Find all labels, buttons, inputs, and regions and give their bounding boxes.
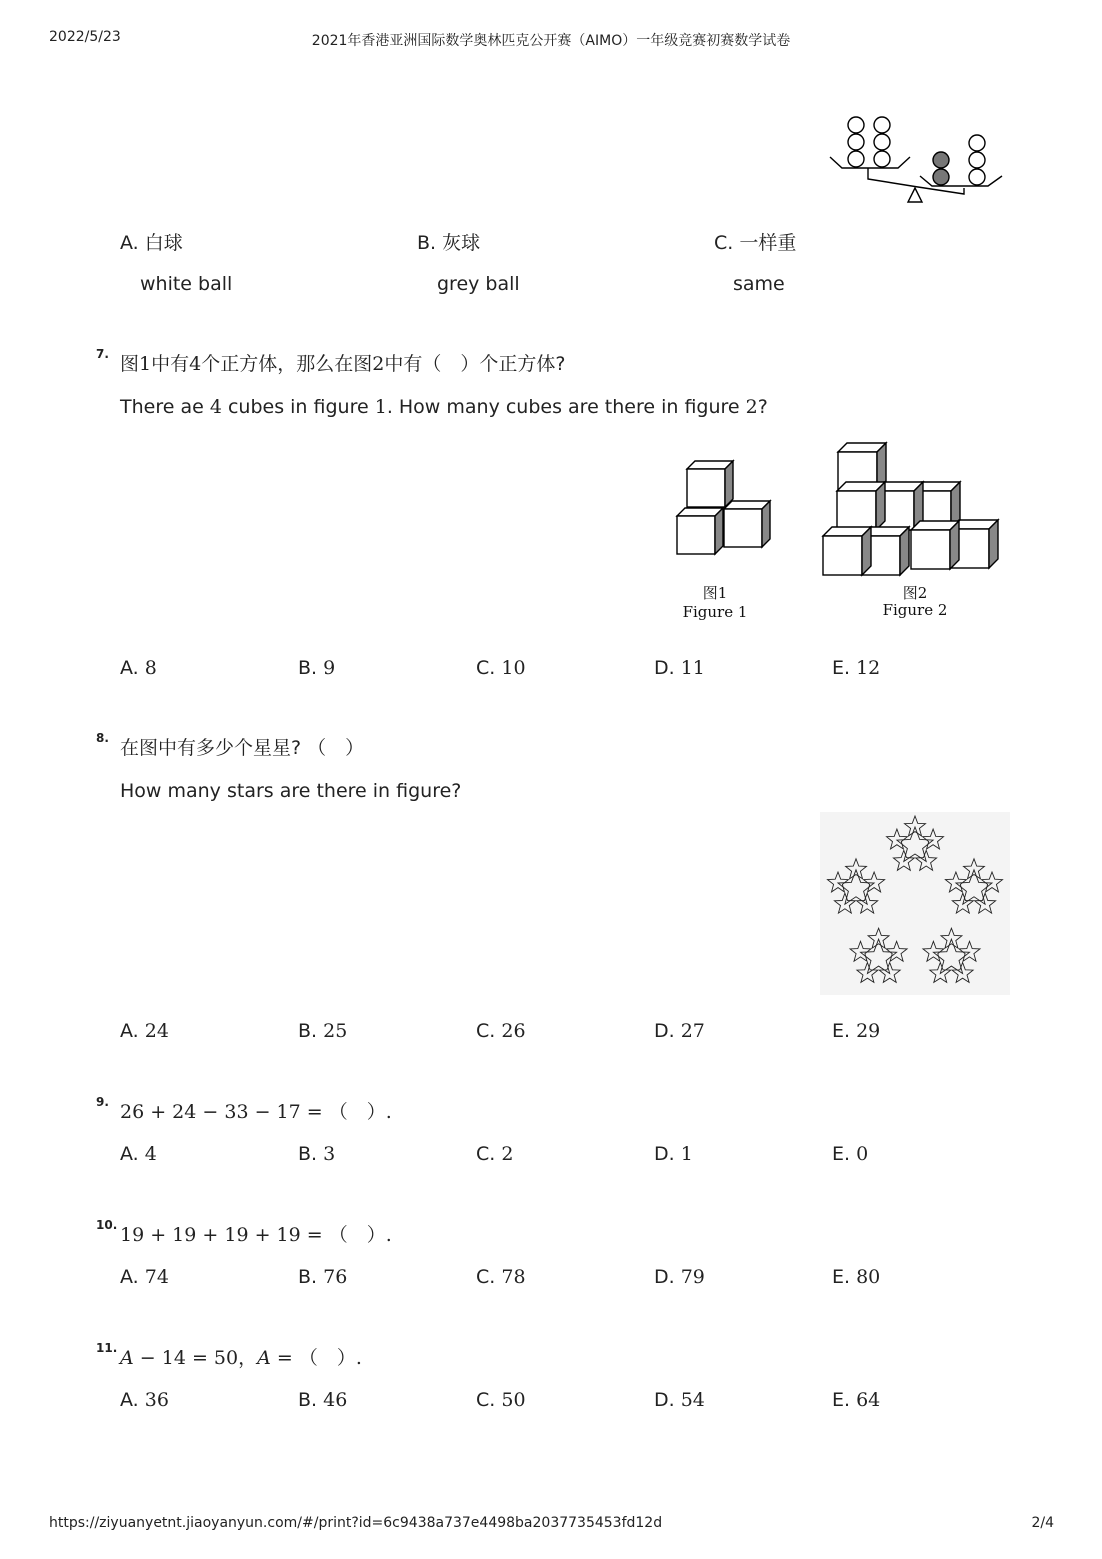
- figure-2-caption-zh: 图2: [902, 584, 928, 602]
- q11-option-b[interactable]: B. 46: [298, 1389, 348, 1411]
- q6-option-c-en: same: [733, 273, 785, 295]
- figure-1-caption-en: Figure 1: [682, 603, 748, 621]
- q9-option-b[interactable]: B. 3: [298, 1143, 336, 1165]
- balance-scale-figure: [820, 110, 1010, 210]
- q6-option-b-en: grey ball: [437, 273, 520, 295]
- q8-number: 8.: [96, 731, 109, 745]
- q9-option-d[interactable]: D. 1: [654, 1143, 693, 1165]
- q11-option-e[interactable]: E. 64: [832, 1389, 881, 1411]
- q7-option-e[interactable]: E. 12: [832, 657, 881, 679]
- q7-number: 7.: [96, 347, 109, 361]
- q8-option-e[interactable]: E. 29: [832, 1020, 881, 1042]
- q10-option-d[interactable]: D. 79: [654, 1266, 705, 1288]
- figure-1-caption-zh: 图1: [702, 584, 728, 602]
- q6-option-a-en: white ball: [140, 273, 233, 295]
- q8-option-b[interactable]: B. 25: [298, 1020, 348, 1042]
- q9-option-c[interactable]: C. 2: [476, 1143, 514, 1165]
- figure-2-caption-en: Figure 2: [882, 601, 948, 619]
- q11-option-c[interactable]: C. 50: [476, 1389, 526, 1411]
- q9-expression: 26 + 24 − 33 − 17 = （ ）.: [120, 1101, 392, 1123]
- q8-question-zh: 在图中有多少个星星? （ ）: [120, 737, 365, 759]
- page-title: 2021年香港亚洲国际数学奥林匹克公开赛（AIMO）一年级竞赛初赛数学试卷: [311, 33, 791, 49]
- q8-option-d[interactable]: D. 27: [654, 1020, 705, 1042]
- q10-option-c[interactable]: C. 78: [476, 1266, 526, 1288]
- q9-option-e[interactable]: E. 0: [832, 1143, 869, 1165]
- q7-option-d[interactable]: D. 11: [654, 657, 705, 679]
- q7-question-en: There ae 4 cubes in figure 1. How many cubes are there in figure 2?: [120, 396, 768, 418]
- q7-option-b[interactable]: B. 9: [298, 657, 336, 679]
- q7-option-a[interactable]: A. 8: [120, 657, 157, 679]
- q11-number: 11.: [96, 1341, 118, 1355]
- q10-option-e[interactable]: E. 80: [832, 1266, 881, 1288]
- footer-url[interactable]: https://ziyuanyetnt.jiaoyanyun.com/#/print?id=6c9438a737e4498ba2037735453fd12d: [49, 1515, 663, 1531]
- stars-figure: [820, 812, 1010, 995]
- q11-expression: A − 14 = 50，A = （ ）.: [120, 1347, 362, 1369]
- q8-question-en: How many stars are there in figure?: [120, 780, 462, 802]
- q10-number: 10.: [96, 1218, 118, 1232]
- print-date: 2022/5/23: [49, 29, 121, 45]
- q9-number: 9.: [96, 1095, 109, 1109]
- q6-option-b[interactable]: B. 灰球: [417, 232, 481, 254]
- q7-question-zh: 图1中有4个正方体，那么在图2中有（ ）个正方体?: [120, 353, 566, 375]
- q8-option-c[interactable]: C. 26: [476, 1020, 526, 1042]
- q11-option-a[interactable]: A. 36: [120, 1389, 169, 1411]
- cubes-figure-2: [820, 438, 1010, 583]
- cubes-figure-1: [670, 455, 780, 560]
- q6-option-c[interactable]: C. 一样重: [714, 232, 797, 254]
- q8-option-a[interactable]: A. 24: [120, 1020, 169, 1042]
- q10-option-a[interactable]: A. 74: [120, 1266, 169, 1288]
- q6-option-a[interactable]: A. 白球: [120, 232, 183, 254]
- page-number: 2/4: [1031, 1515, 1054, 1531]
- q11-option-d[interactable]: D. 54: [654, 1389, 705, 1411]
- q10-expression: 19 + 19 + 19 + 19 = （ ）.: [120, 1224, 392, 1246]
- q10-option-b[interactable]: B. 76: [298, 1266, 348, 1288]
- q7-option-c[interactable]: C. 10: [476, 657, 526, 679]
- q9-option-a[interactable]: A. 4: [120, 1143, 157, 1165]
